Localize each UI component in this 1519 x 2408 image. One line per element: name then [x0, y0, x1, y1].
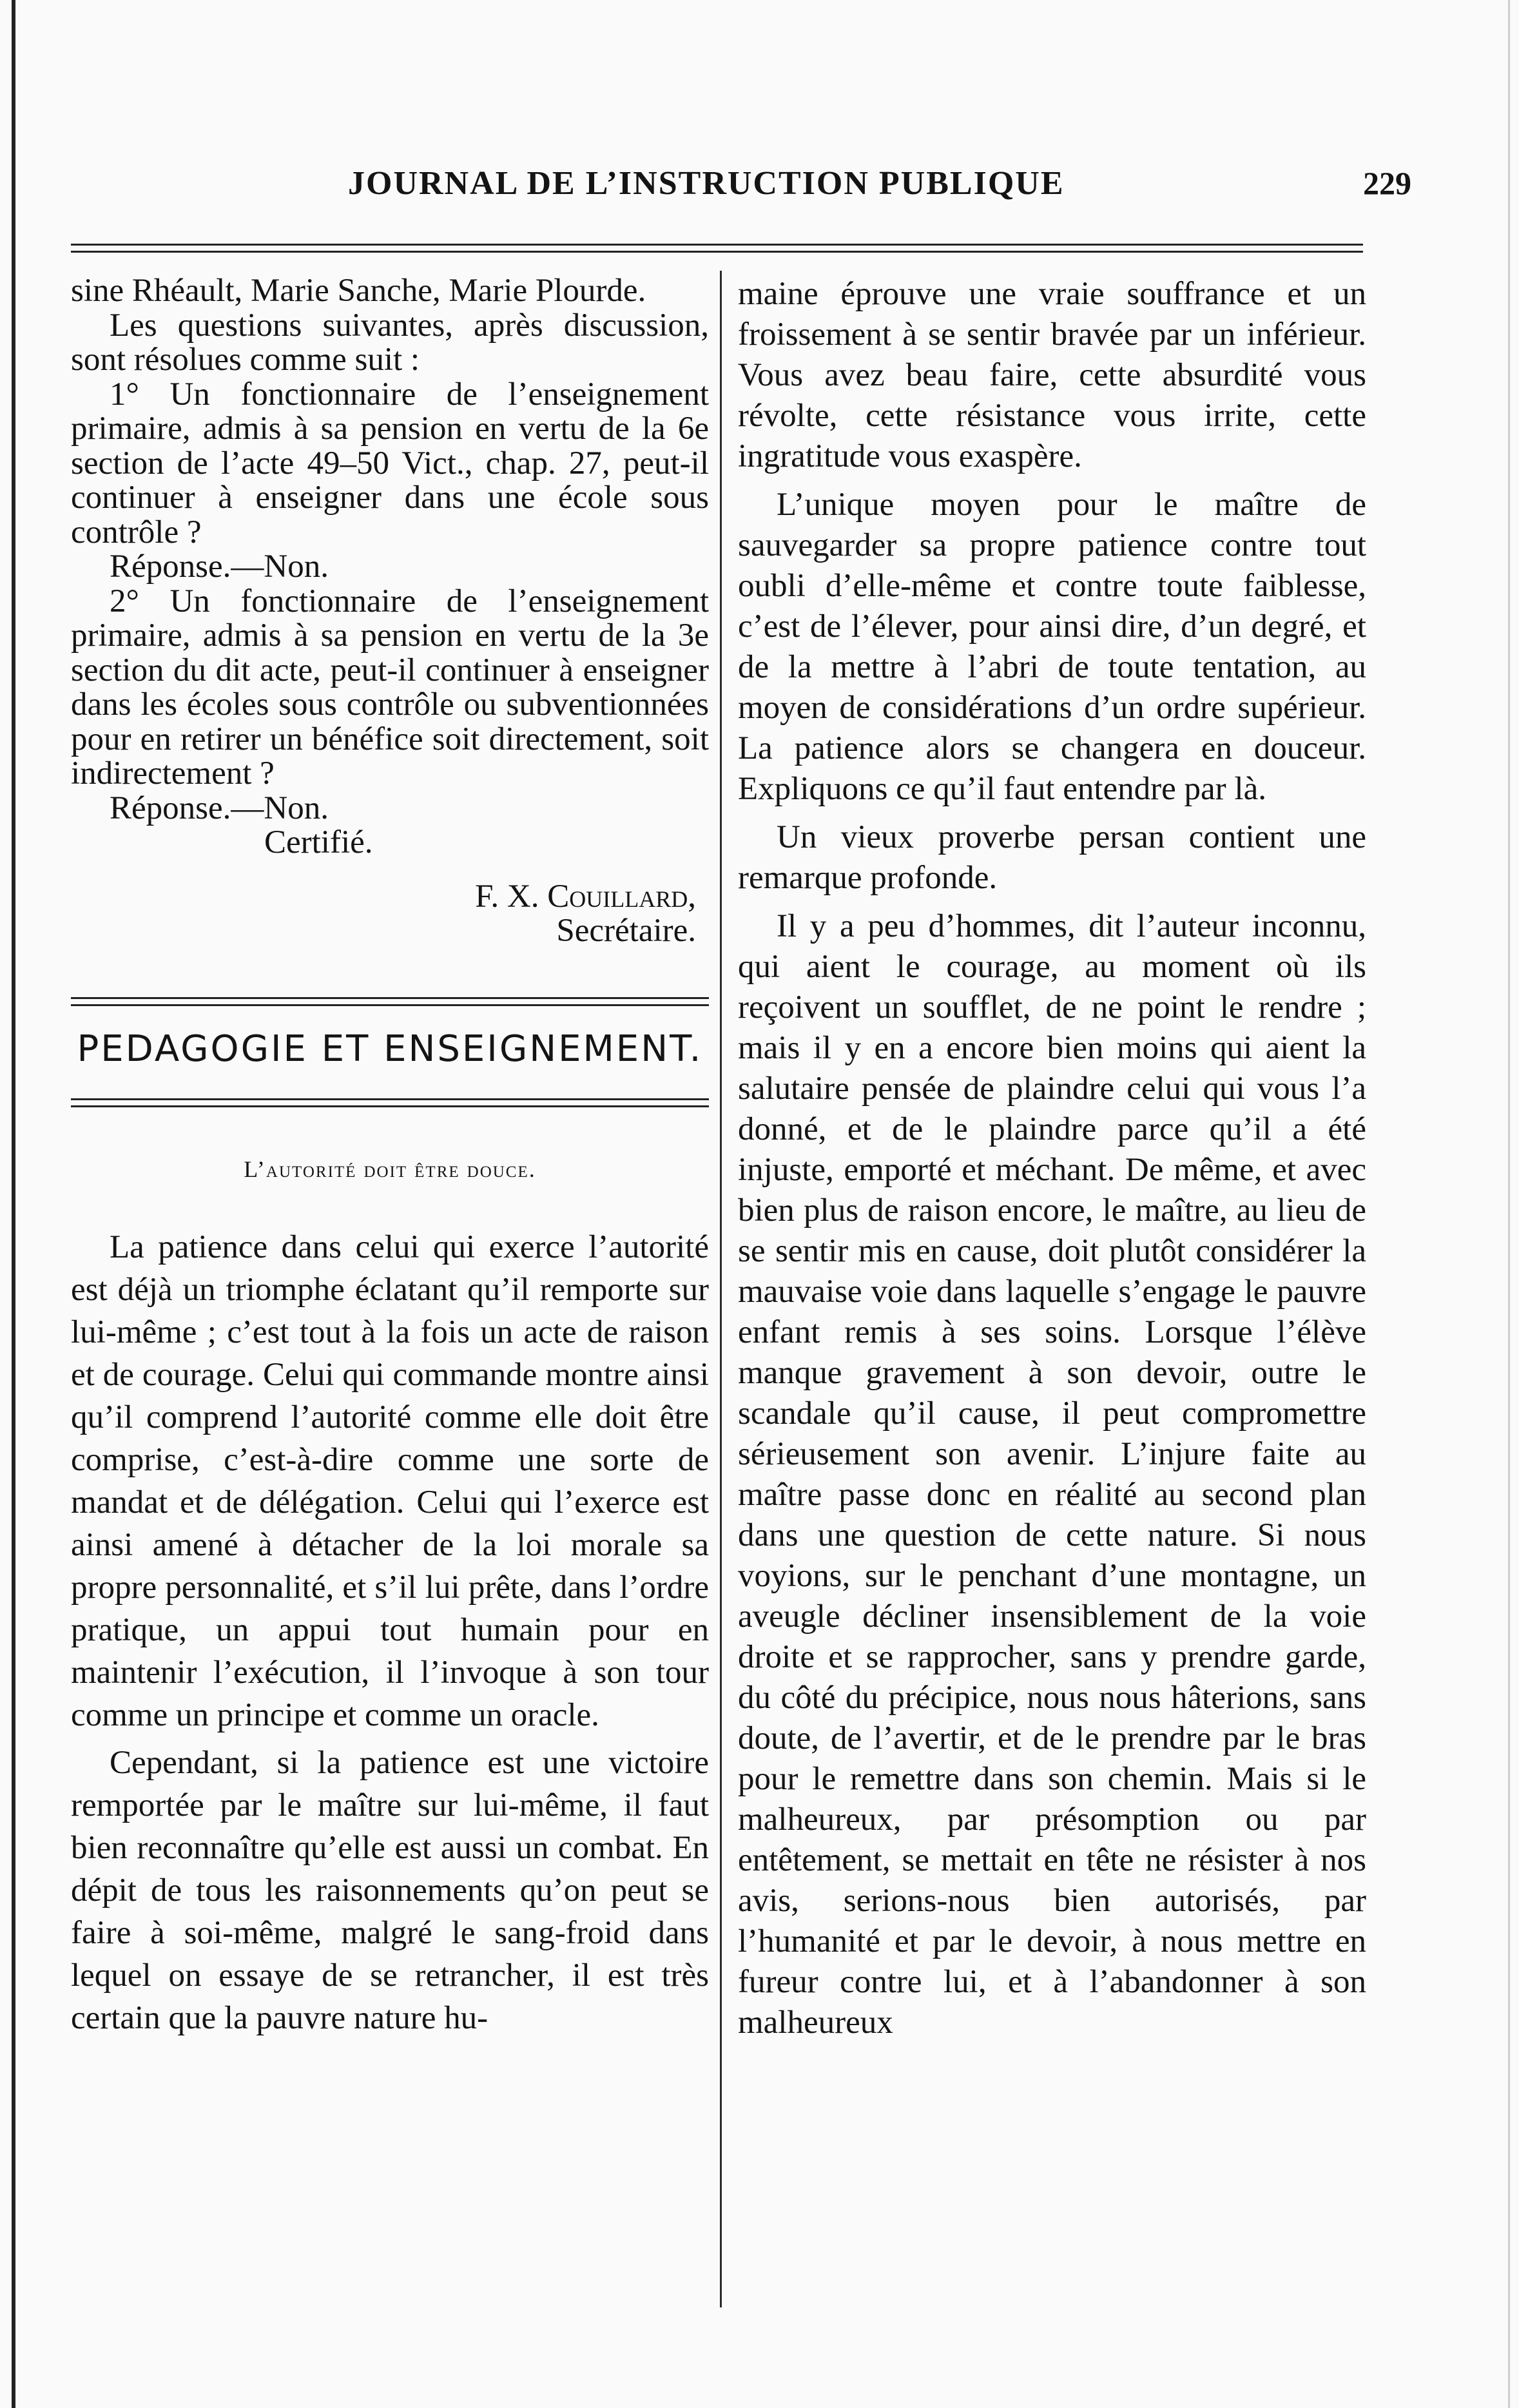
section-title: PEDAGOGIE ET ENSEIGNEMENT. — [77, 1027, 703, 1070]
question-2: 2° Un fonctionnaire de l’enseignement primaire, admis à sa pension en vertu de la 3e section du dit acte, peut-il continuer à enseigner dans les écoles sous contrôle ou subventionnées pour en retirer un bénéfice soit directement, soit indirectement ? — [71, 583, 709, 791]
article-paragraph: Un vieux proverbe persan contient une remarque profonde. — [738, 819, 1366, 896]
article-paragraph: La patience dans celui qui exerce l’autorité est déjà un triomphe éclatant qu’il remporte sur lui-même ; c’est tout à la fois un acte de raison et de courage. Celui qui commande montre ainsi qu’il comprend l’autorité comme elle doit être comprise, c’est-à-dire comme une sorte de mandat et de délégation. Celui qui l’exerce est ainsi amené à détacher de la loi morale sa propre personnalité, et s’il lui prête, dans l’ordre pratique, un appui tout humain pour en maintenir l’exécution, il l’invoque à son tour comme un principe et comme un oracle. — [71, 1228, 709, 1733]
article-paragraph: Il y a peu d’hommes, dit l’auteur inconnu, qui aient le courage, au moment où ils reçoivent un soufflet, de ne point le rendre ; mais il y en a encore bien moins qui aient la salutaire pensée de plaindre celui qui vous l’a donné, et de le plaindre parce qu’il a été injuste, emporté et méchant. De même, et avec bien plus de raison encore, le maître, au lieu de se sentir mis en cause, doit plutôt considérer la mauvaise voie dans laquelle s’engage le pauvre enfant remis à ses soins. Lorsque l’élève manque gravement à son devoir, outre le scandale qu’il cause, il peut compromettre sérieusement son avenir. L’injure faite au maître passe donc en réalité au second plan dans une question de cette nature. Si nous voyions, sur le penchant d’une montagne, un aveugle décliner insensiblement de la voie droite et se rapprocher, sans y prendre garde, du côté du précipice, nous nous hâterions, sans doute, de l’avertir, et de le prendre par le bras pour le remettre dans son chemin. Mais si le malheureux, par présomption ou par entêtement, se mettait en tête ne résister à nos avis, serions-nous bien autorisés, par l’humanité et par le devoir, à nous mettre en fureur contre lui, et à l’abandonner à son malheureux — [738, 908, 1366, 2041]
article-title: L’autorité doit être douce. — [244, 1156, 536, 1182]
answer-1: Réponse.—Non. — [110, 549, 329, 585]
page-number: 229 — [1363, 165, 1411, 201]
questions-intro: Les questions suivantes, après discussion, sont résolues comme suit : — [71, 307, 709, 378]
scan-edge — [12, 0, 15, 2408]
minutes-tail: sine Rhéault, Marie Sanche, Marie Plourde. — [71, 273, 646, 309]
left-column — [71, 274, 709, 2039]
section-rule-bottom — [71, 1098, 709, 1107]
journal-title: JOURNAL DE L’INSTRUCTION PUBLIQUE — [348, 165, 1065, 202]
article-paragraph: Cependant, si la patience est une victoire remportée par le maître sur lui-même, il faut bien reconnaître qu’elle est aussi un combat. En dépit de tous les raisonnements qu’on peut se faire à soi-même, malgré le sang-froid dans lequel on essaye de se retrancher, il est très certain que la pauvre nature hu- — [71, 1744, 709, 2036]
page-header — [71, 164, 1411, 216]
signature-block — [71, 880, 709, 949]
scan-edge-right — [1508, 0, 1510, 2408]
signature-name: F. X. Couillard, — [475, 878, 696, 915]
article-paragraph: L’unique moyen pour le maître de sauvegarder sa propre patience contre tout oubli d’elle-même et contre toute faiblesse, c’est de l’élever, pour ainsi dire, d’un degré, et de la mettre à l’abri de toute tentation, au moyen de considérations d’un ordre supérieur. La patience alors se changera en douceur. Expliquons ce qu’il faut entendre par là. — [738, 487, 1366, 807]
article-body-left — [71, 1226, 709, 2039]
answer-2: Réponse.—Non. — [110, 790, 329, 826]
signature-title: Secrétaire. — [556, 913, 696, 949]
right-column — [738, 274, 1366, 2043]
question-1: 1° Un fonctionnaire de l’enseignement primaire, admis à sa pension en vertu de la 6e section de l’acte 49–50 Vict., chap. 27, peut-il continuer à enseigner dans une école sous contrôle ? — [71, 376, 709, 550]
header-rule — [71, 244, 1363, 253]
section-rule-top — [71, 997, 709, 1006]
article-paragraph: maine éprouve une vraie souffrance et un froissement à se sentir bravée par un inférieur. Vous avez beau faire, cette absurdité vous révolte, cette résistance vous irrite, cette ingratitude vous exaspère. — [738, 276, 1366, 474]
column-divider — [720, 271, 722, 2307]
certified-label: Certifié. — [264, 824, 373, 860]
